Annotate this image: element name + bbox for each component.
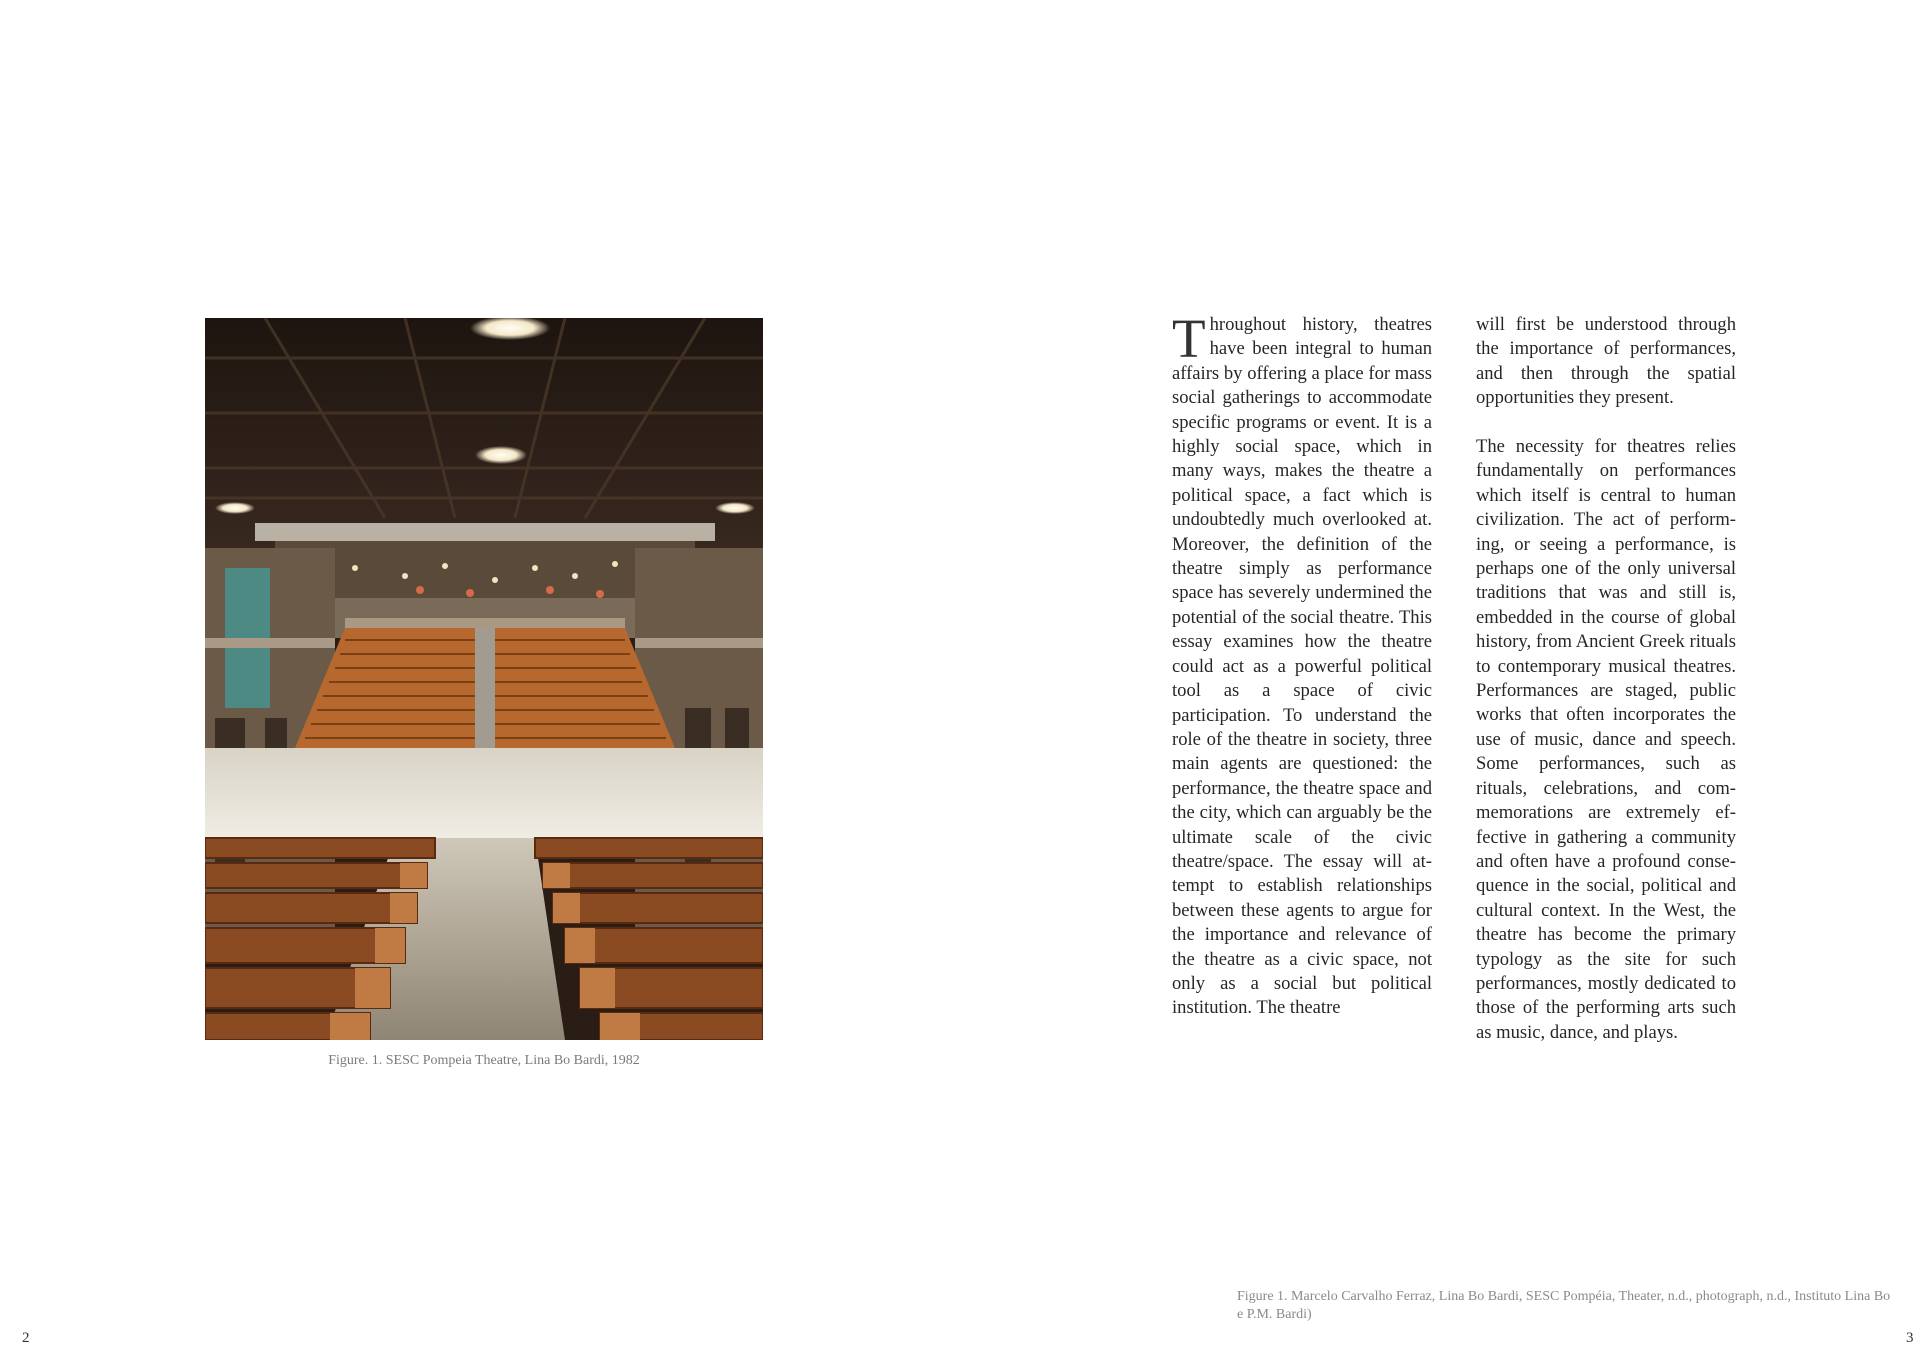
paragraph: will first be understood through the importance of performances, and then through the spatial opportunities they present. xyxy=(1476,314,1736,409)
drop-cap: T xyxy=(1172,308,1206,369)
text-column-left xyxy=(1172,308,1432,1021)
paragraph: The necessity for theatres relies fundamentally on performances which itself is central to human civilization. The act of performing, or seeing a performance, is perhaps one of the only universal traditions that was and still is, embedded in the course of global history, from Ancient Greek rituals to contemporary musical theatres. Performances are staged, public works that often incorporates the use of music, dance and speech. Some performances, such as rituals, celebrations, and commemorations are extremely effective in gathering a community and often have a profound consequence in the social, political and cultural context. In the West, the theatre has become the primary typology as the site for such performances, mostly dedicated to those of the performing arts such as music, dance, and plays. xyxy=(1476,436,1736,1043)
theatre-photo xyxy=(205,318,763,1040)
theatre-photo-icon xyxy=(205,318,763,1040)
page-number-right: 3 xyxy=(1906,1330,1914,1346)
page-number-left: 2 xyxy=(22,1330,30,1346)
text-column-right xyxy=(1476,313,1736,1045)
figure-caption: Figure. 1. SESC Pompeia Theatre, Lina Bo Bardi, 1982 xyxy=(328,1053,640,1068)
footnote: Figure 1. Marcelo Carvalho Ferraz, Lina Bo Bardi, SESC Pompéia, Theater, n.d., photograph, n.d., Instituto Lina Bo e P.M. Bardi) xyxy=(1237,1289,1891,1322)
paragraph xyxy=(1172,308,1432,1021)
paragraph-text: hroughout history, theatres have been integral to human affairs by offering a place for mass social gatherings to accommodate specific programs or event. It is a highly social space, which in many ways, makes the theatre a political space, a fact which is undoubtedly much overlooked at. Moreover, the definition of the theatre simply as performance space has severely undermined the potential of the social theatre. This essay examines how the theatre could act as a powerful political tool as a space of civic participation. To understand the role of the theatre in society, three main agents are questioned: the performance, the theatre space and the city, which can arguably be the ultimate scale of the civic theatre/space. The essay will attempt to establish relationships between these agents to argue for the importance and relevance of the theatre as a civic space, not only as a social but political institution. The theatre xyxy=(1172,314,1432,1019)
